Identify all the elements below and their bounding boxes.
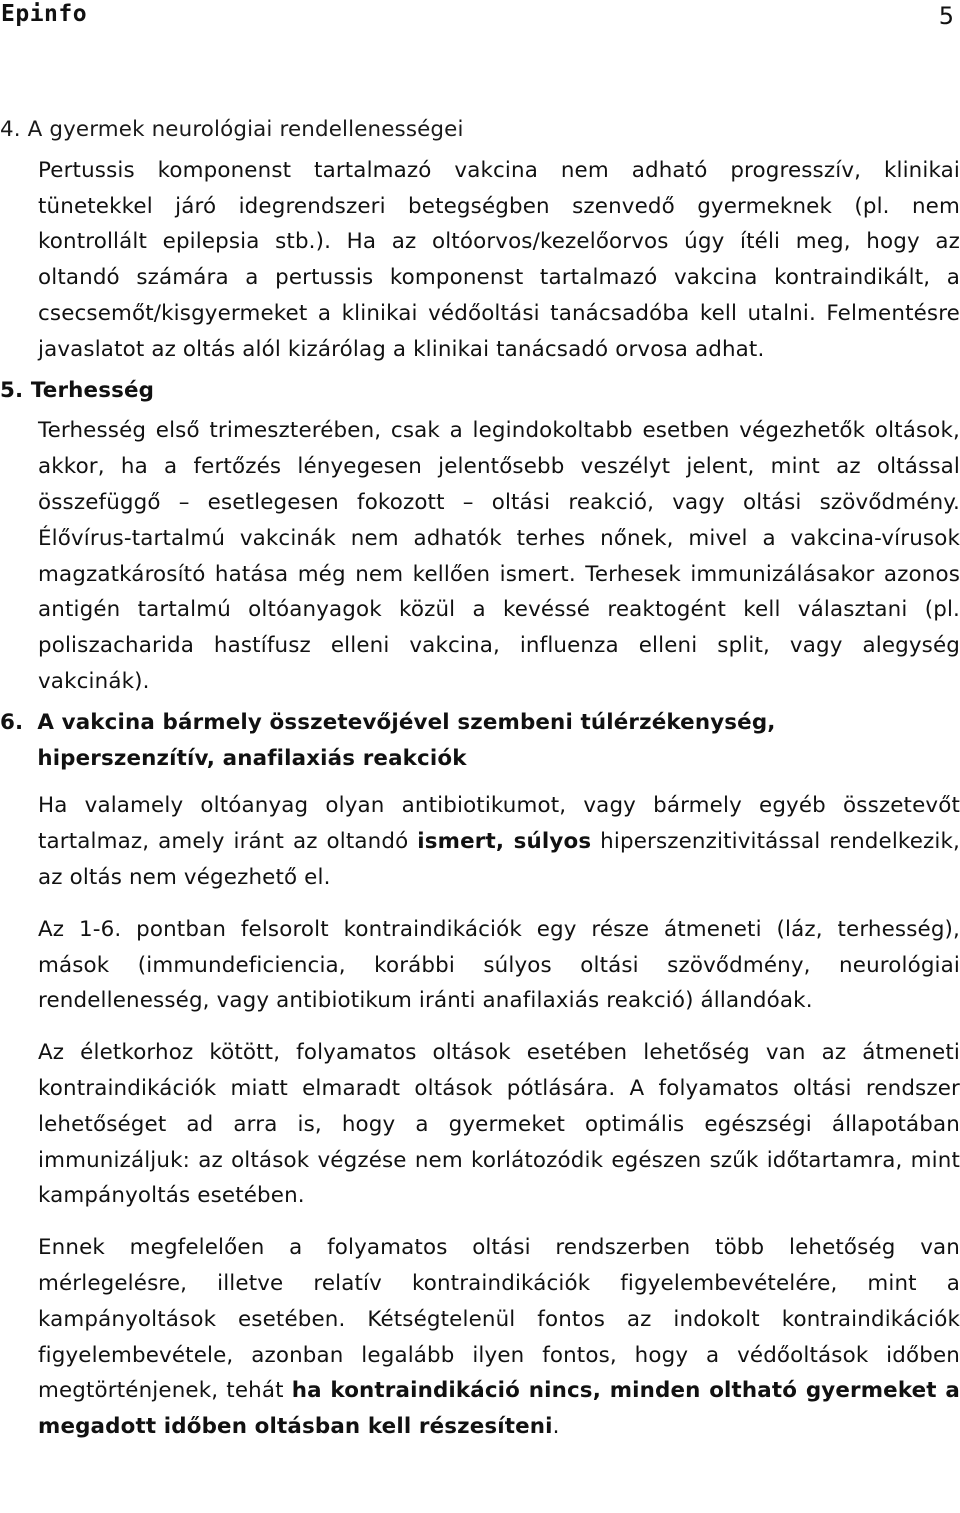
section-6-p1-text-b: hiperszenzitivitással rendelkezik, az oltás nem végezhető el. [38, 829, 960, 890]
section-6-number: 6. [0, 709, 24, 735]
section-6-p4-emphasis: ha kontraindikáció nincs, minden oltható gyermeket a megadott időben oltásban kell részesíteni [38, 1378, 960, 1440]
section-5-paragraph: Terhesség első trimeszterében, csak a legindokoltabb esetben végezhetők oltások, akkor, ha a fertőzés lényegesen jelentősebb veszélyt jelent, mint az oltással összefüggő – esetlegesen fokozott – oltási reakció, vagy oltási szövődmény. Élővírus-tartalmú vakcinák nem adhatók terhes nőnek, mivel a vakcina-vírusok magzatkárosító hatása még nem kellően ismert. Terhesek immunizálásakor azonos antigén tartalmú oltóanyagok közül a kevéssé reaktogént kell választani (pl. poliszacharida hastífusz elleni vakcina, influenza elleni split, vagy alegység vakcinák). [38, 418, 960, 694]
section-6-p1-emphasis: ismert, súlyos [417, 829, 592, 855]
page-header [0, 0, 960, 36]
section-6-p1-text-a: Ha valamely oltóanyag olyan antibiotikumot, vagy bármely egyéb összetevőt tartalmaz, amely iránt az oltandó [38, 793, 960, 855]
section-6-paragraph-1 [38, 788, 960, 895]
section-6-p4-text-a: Ennek megfelelően a folyamatos oltási rendszerben több lehetőség van mérlegelésre, illetve relatív kontraindikációk figyelembevételére, mint a kampányoltások esetében. Kétségtelenül fontos az indokolt kontraindikációk figyelembevétele, azonban legalább ilyen fontos, hogy a védőoltások időben megtörténjenek, tehát [38, 1235, 960, 1404]
brand-logo-text: Epinfo [1, 1, 88, 27]
section-6-heading [0, 705, 960, 777]
section-4-paragraph: Pertussis komponenst tartalmazó vakcina nem adható progresszív, klinikai tünetekkel járó idegrendszeri betegségben szenvedő gyermeknek (pl. nem kontrollált epilepsia stb.). Ha az oltóorvos/kezelőorvos úgy ítéli meg, hogy az oltandó számára a pertussis komponenst tartalmazó vakcina kontraindikált, a csecsemőt/kisgyermeket a klinikai védőoltási tanácsadóba kell utalni. Felmentésre javaslatot az oltás alól kizárólag a klinikai tanácsadó orvosa adhat. [38, 157, 960, 362]
section-6-p4-text-b: . [552, 1414, 560, 1440]
section-6-paragraph-4 [38, 1230, 960, 1445]
page-number: 5 [938, 2, 954, 30]
document-body [0, 112, 960, 1445]
section-4-heading: 4. A gyermek neurológiai rendellenességei [0, 117, 464, 142]
section-6-paragraph-3: Az életkorhoz kötött, folyamatos oltások esetében lehetőség van az átmeneti kontraindikációk miatt elmaradt oltások pótlására. A folyamatos oltási rendszer lehetőséget ad arra is, hogy a gyermeket optimális egészségi állapotában immunizáljuk: az oltások végzése nem korlátozódik egészen szűk időtartamra, mint kampányoltás esetében. [38, 1040, 960, 1209]
section-5-heading: 5. Terhesség [0, 377, 155, 403]
section-6-title: A vakcina bármely összetevőjével szembeni túlérzékenység, hiperszenzítív, anafilaxiás reakciók [37, 709, 776, 771]
section-6-paragraph-2: Az 1-6. pontban felsorolt kontraindikációk egy része átmeneti (láz, terhesség), mások (immundeficiencia, korábbi súlyos oltási szövődmény, neurológiai rendellenesség, vagy antibiotikum iránti anafilaxiás reakció) állandóak. [38, 916, 960, 1014]
